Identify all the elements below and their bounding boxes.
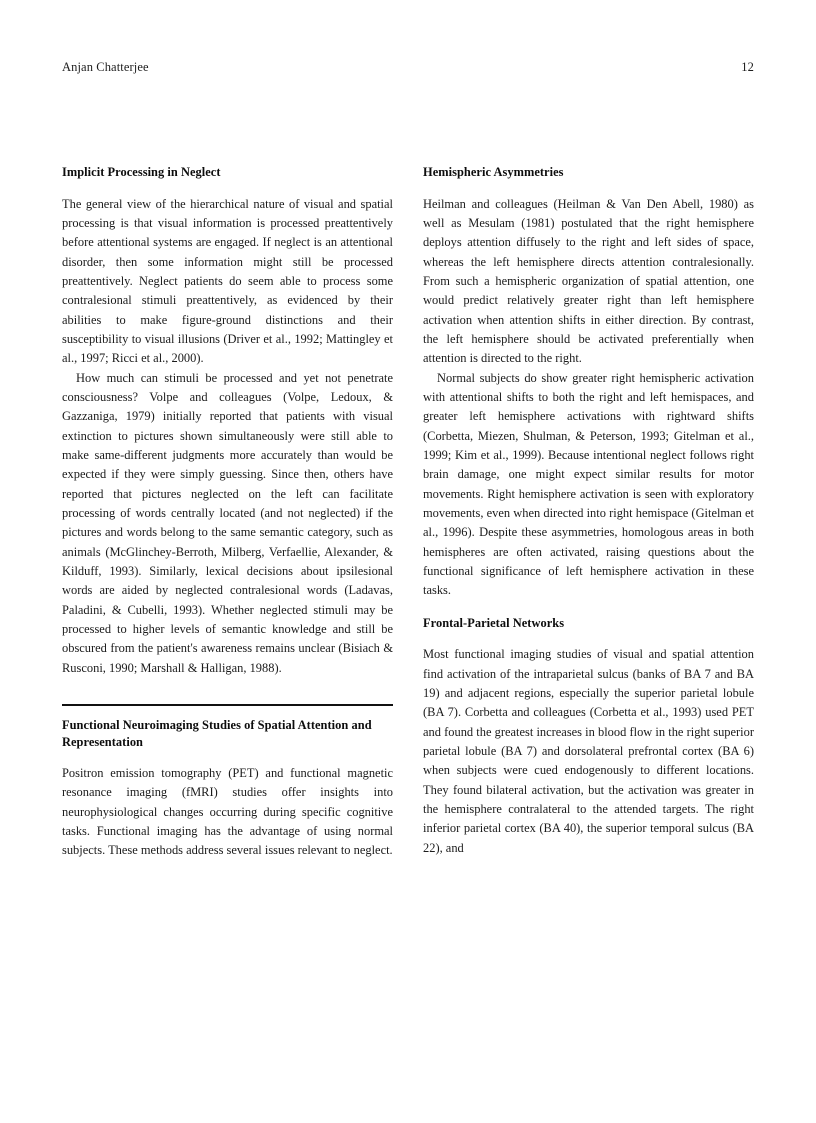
- heading-implicit-processing-in-neglect: Implicit Processing in Neglect: [62, 165, 221, 179]
- right-column: [423, 164, 754, 861]
- heading-frontal-parietal-networks: Frontal-Parietal Networks: [423, 615, 565, 630]
- paragraph-right-1: Heilman and colleagues (Heilman & Van Den Abell, 1980) as well as Mesulam (1981) postulated that the right hemisphere deploys attention diffusely to the right and left sides of space, whereas the left hemisphere directs attention contralesionally. From such a hemispheric organization of spatial attention, one would predict relatively greater right than left hemisphere activation when attention shifts in either direction. By contrast, the left hemisphere should be activated preferentially when attention is directed to the right.: [423, 196, 754, 366]
- running-head-author: Anjan Chatterjee: [62, 60, 149, 74]
- left-column: [62, 164, 393, 861]
- paragraph-left-1: The general view of the hierarchical nature of visual and spatial processing is that visual information is processed preattentively before attentional systems are engaged. If neglect is an attentional disorder, then some information might still be processed preattentively. Neglect patients do seem able to process some contralesional stimuli preattentively, as evidenced by their abilities to make figure-ground distinctions and their susceptibility to visual illusions (Driver et al., 1992; Mattingley et al., 1997; Ricci et al., 2000).: [62, 196, 393, 366]
- running-head: [62, 60, 754, 75]
- page-number: 12: [741, 60, 754, 74]
- paragraph-right-3: Most functional imaging studies of visual and spatial attention find activation of the intraparietal sulcus (banks of BA 7 and BA 19) and adjacent regions, especially the superior parietal lobule (BA 7). Corbetta and colleagues (Corbetta et al., 1993) used PET and found the greatest increases in blood flow in the right superior parietal lobule (BA 7) and dorsolateral prefrontal cortex (BA 6) when subjects were cued endogenously to different locations. They found bilateral activation, but the activation was greater in the hemisphere contralateral to the attended targets. The right inferior parietal cortex (BA 40), the superior temporal sulcus (BA 22), and: [423, 647, 754, 855]
- paragraph-left-2: How much can stimuli be processed and yet not penetrate consciousness? Volpe and colleagues (Volpe, Ledoux, & Gazzaniga, 1979) initially reported that patients with visual extinction to pictures shown simultaneously were still able to make same-different judgments more accurately than would be expected if they were simply guessing. Since then, others have reported that pictures neglected on the left can facilitate processing of words centrally located (and not neglected) if the pictures and words belong to the same semantic category, such as animals (McGlinchey-Berroth, Milberg, Verfaellie, Alexander, & Kilduff, 1993). Similarly, lexical decisions about ipsilesional words are aided by neglected contralesional words (Ladavas, Paladini, & Cubelli, 1993). Whether neglected stimuli may be processed to higher levels of semantic knowledge and still be obscured from the patient's awareness remains unclear (Bisiach & Rusconi, 1990; Marshall & Halligan, 1988).: [62, 370, 393, 675]
- paragraph-right-2: Normal subjects do show greater right hemispheric activation with attentional shifts to both the right and left hemispaces, and greater left hemisphere activations with rightward shifts (Corbetta, Miezen, Shulman, & Peterson, 1993; Gitelman et al., 1999; Kim et al., 1999). Because intentional neglect follows right brain damage, one might expect similar results for motor movements. Right hemisphere activation is seen with exploratory movements, even when directed into right hemispace (Gitelman et al., 1996). Despite these asymmetries, homologous areas in both hemispheres are often activated, raising questions about the functional significance of left hemisphere activation in these tasks.: [423, 370, 754, 598]
- two-column-body: [62, 164, 754, 861]
- paragraph-left-3: Positron emission tomography (PET) and functional magnetic resonance imaging (fMRI) studies offer insights into neurophysiological changes occurring during specific cognitive tasks. Functional imaging has the advantage of using normal subjects. These methods address several issues relevant to neglect.: [62, 766, 393, 858]
- heading-functional-neuroimaging-studies: Functional Neuroimaging Studies of Spatial Attention and Representation: [62, 704, 393, 750]
- heading-hemispheric-asymmetries: Hemispheric Asymmetries: [423, 165, 564, 179]
